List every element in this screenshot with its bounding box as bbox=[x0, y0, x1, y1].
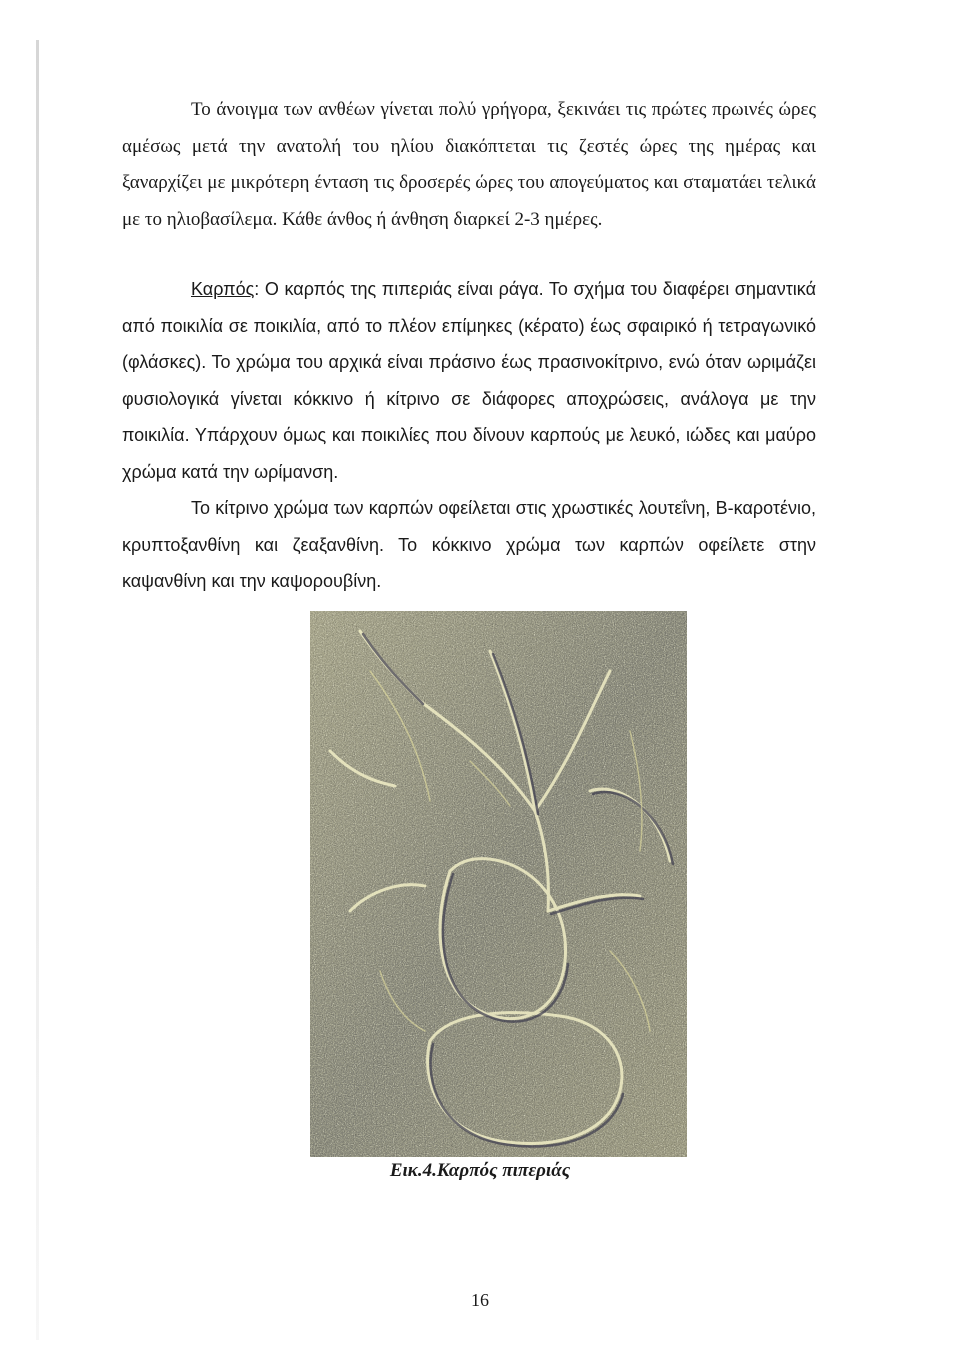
paragraph-flower-opening: Το άνοιγμα των ανθέων γίνεται πολύ γρήγορα, ξεκινάει τις πρώτες πρωινές ώρες αμέσως μετά την ανατολή του ηλίου διακόπτεται τις ζεστές ώρες της ημέρας και ξαναρχίζει με μικρότερη ένταση τις δροσερές ώρες του απογεύματος και σταματάει τελικά με το ηλιοβασίλεμα. Κάθε άνθος ή άνθηση διαρκεί 2-3 ημέρες. bbox=[122, 99, 816, 230]
figure-caption: Εικ.4.Καρπός πιπεριάς bbox=[389, 1160, 571, 1181]
fruit-heading-colon: : bbox=[254, 279, 260, 299]
pepper-fruit-figure bbox=[310, 611, 687, 1157]
paragraph-fruit-color: Το κίτρινο χρώμα των καρπών οφείλεται στις χρωστικές λουτεΐνη, Β-καροτένιο, κρυπτοξανθίνη και ζεαξανθίνη. Το κόκκινο χρώμα των καρπών οφείλετε στην καψανθίνη και την καψορουβίνη. bbox=[122, 498, 816, 591]
page-binding-edge bbox=[36, 40, 39, 1340]
paragraph-fruit bbox=[122, 271, 816, 490]
document-body bbox=[122, 92, 816, 600]
pepper-fruit-image bbox=[310, 611, 687, 1157]
page-number: 16 bbox=[471, 1290, 489, 1310]
fruit-heading: Καρπός bbox=[191, 279, 255, 299]
fruit-description: Ο καρπός της πιπεριάς είναι ράγα. Το σχήμα του διαφέρει σημαντικά από ποικιλία σε ποικιλία, από το πλέον επίμηκες (κέρατο) έως σφαιρικό ή τετραγωνικό (φλάσκες). Το χρώμα του αρχικά είναι πράσινο έως πρασινοκίτρινο, ενώ όταν ωριμάζει φυσιολογικά γίνεται κόκκινο ή κίτρινο σε διάφορες αποχρώσεις, ανάλογα με την ποικιλία. Υπάρχουν όμως και ποικιλίες που δίνουν καρπούς με λευκό, ιώδες και μαύρο χρώμα κατά την ωρίμανση. bbox=[122, 279, 816, 482]
